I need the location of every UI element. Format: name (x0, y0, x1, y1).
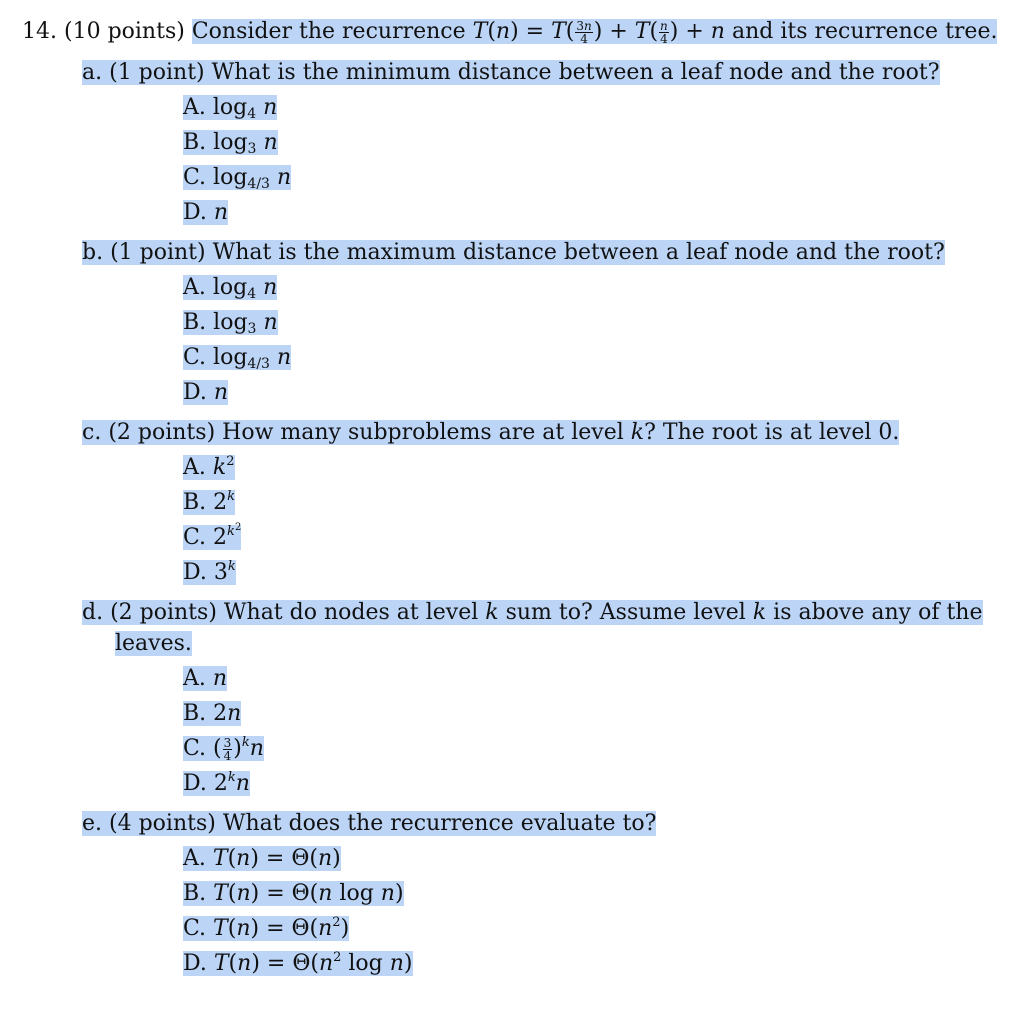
part-b-option-d[interactable]: D. n (183, 380, 229, 405)
fraction-3n-over-4: $\frac{3n}{4}$ (576, 18, 592, 46)
part-b-option-a[interactable]: A. $\log_4 n$ (183, 275, 278, 302)
part-c-question: c. (2 points) How many subproblems are at level k? The root is at level 0. (82, 420, 900, 445)
question-header (22, 19, 997, 45)
part-b-option-b[interactable]: B. $\log_3 n$ (183, 310, 278, 337)
part-c-option-a[interactable]: A. $k^2$ (183, 454, 235, 480)
part-d-question-continued: leaves. (115, 631, 192, 656)
part-c-option-c[interactable]: C. $2^{k^2}$ (183, 522, 242, 550)
part-d-question: d. (2 points) What do nodes at level k sum to? Assume level k is above any of the (82, 600, 983, 625)
part-b-question: b. (1 point) What is the maximum distance between a leaf node and the root? (82, 240, 945, 265)
part-a-question: a. (1 point) What is the minimum distance between a leaf node and the root? (82, 60, 940, 85)
part-d-option-d[interactable]: D. 2$^k$n (183, 770, 250, 796)
part-c-option-d[interactable]: D. 3$^k$ (183, 559, 236, 585)
part-e-option-b[interactable]: B. T(n) = Θ(n log n) (183, 881, 404, 906)
part-a-option-d[interactable]: D. n (183, 200, 229, 225)
part-e-question: e. (4 points) What does the recurrence evaluate to? (82, 811, 657, 836)
part-e-option-d[interactable]: D. $T(n) = \Theta(n^2$ log n) (183, 950, 413, 976)
part-a-option-a[interactable]: A. $\log_4 n$ (183, 95, 278, 122)
fraction-n-over-4: $\frac{n}{4}$ (660, 18, 668, 46)
part-a-option-b[interactable]: B. $\log_3 n$ (183, 130, 278, 157)
fraction-3-over-4: $\frac{3}{4}$ (223, 735, 232, 763)
part-d-option-a[interactable]: A. n (183, 666, 228, 691)
question-points: (10 points) (64, 19, 185, 44)
part-e-option-c[interactable]: C. $T(n) = \Theta(n^2)$ (183, 915, 350, 941)
part-e-option-a[interactable]: A. T(n) = Θ(n) (183, 846, 341, 871)
part-d-option-b[interactable]: B. 2n (183, 701, 242, 726)
part-a-option-c[interactable]: C. $\log_{4/3} n$ (183, 165, 292, 192)
part-b-option-c[interactable]: C. $\log_{4/3} n$ (183, 345, 292, 372)
question-prompt: Consider the recurrence T(n) = T( $\frac{3n}{4}$ ) + T( $\frac{n}{4}$ ) + n and its recurrence tree. (191, 18, 998, 46)
part-c-option-b[interactable]: B. 2$^k$ (183, 489, 236, 515)
question-number: 14. (22, 19, 57, 44)
part-d-option-c[interactable]: C. ( $\frac{3}{4}$ )$^k$n (183, 735, 264, 763)
